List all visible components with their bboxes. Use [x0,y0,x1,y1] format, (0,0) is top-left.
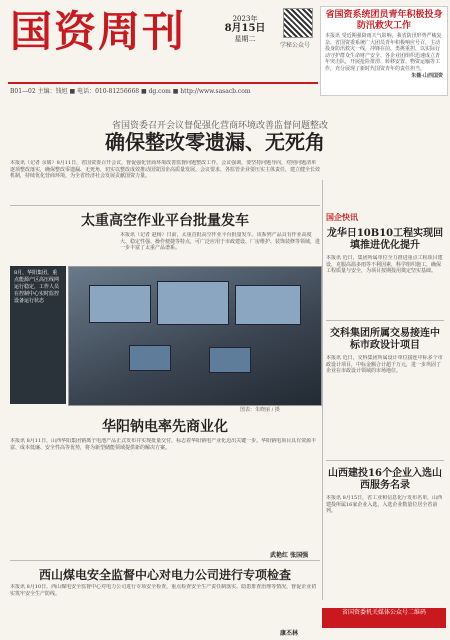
sidebar-item-2-body: 本报讯 近日，交科集团所属设计单位接连中标多个市政设计项目，中标金额合计超千万元，进一步巩固了企业在市政设计领域的市场地位。 [326,355,443,375]
masthead-logo: 国资周刊 [10,7,187,56]
photo-caption: 图表：朱晓丽 / 摄 [240,407,280,413]
qr-code-icon [283,8,313,38]
lead-kicker: 省国资委召开会议督促强化营商环境改善监督问题整改 [111,121,328,131]
top-right-body: 本报讯 受近期强降雨天气影响，我省防汛形势严峻复杂。省国资委系统广大团员青年积极响应号召，主动投身防汛救灾一线，冲锋在前、勇挑重担，以实际行动守护群众生命财产安全。各企业团组织迅速成立青年突击队，开展抢险排涝、转移安置、物资运输等工作，充分展现了新时代国资青年的责任担当。 [325,33,442,72]
divider [10,560,320,561]
qr-label: 学秘公众号 [280,42,311,49]
control-room-photo [68,266,322,406]
masthead-rule [8,82,318,84]
sidebar-footer: 省国资委机关媒体公众号二维码 [322,608,446,628]
story4-source: 康丕林 [280,630,299,637]
lead-body: 本报讯（记者 余婧）8月11日，省国资委召开会议，督促强化营商环境改善监督问题整改工作。会议强调，要坚持问题导向，对照问题清单逐项整改落实，确保整改零遗漏、无死角，切实以整改成效推动国资国企高质量发展。会议要求，各监管企业要压实主体责任，建立健全长效机制，持续优化营商环境，为全省经济社会发展贡献国资力量。 [10,160,320,180]
photo-note-box [10,266,66,404]
lead-headline: 确保整改零遗漏、无死角 [105,130,325,154]
info-line: B01—02 主编：钱旭 ■ 电话：010-81256668 ■ dg.com ■ http://www.sasacb.com [10,88,251,95]
divider [10,205,320,206]
top-right-story [320,6,448,96]
sidebar-item-3-title: 山西建投16个企业入选山西服务名录 [328,468,442,491]
sidebar-tag: 国企快讯 [326,212,358,222]
sidebar-item-1-body: 本报讯 近日，集团所属单位全力推进重点工程项目建设，克服高温多雨等不利因素，科学组织施工，确保工程质量与安全，为项目按期投用奠定坚实基础。 [326,255,443,275]
story3-body: 本报讯 8月11日，山西华阳集团钠离子电池产品正式发布并实现批量交付，标志着华阳钠电产业化迈出关键一步。华阳钠电项目具有资源丰富、成本低廉、安全性高等优势，将为新型储能领域提供新的解决方案。 [10,438,317,451]
column-divider [322,180,323,600]
story4-title: 西山煤电安全监督中心对电力公司进行专项检查 [38,568,291,582]
year: 2023年 [232,15,258,23]
story2-title: 太重高空作业平台批量发车 [81,213,249,229]
story3-title: 华阳钠电率先商业化 [102,419,228,435]
sidebar-item-2-title: 交科集团所属交易接连中标市政设计项目 [330,328,440,351]
divider [326,320,444,321]
top-right-source: 朱薇·山西国资 [411,72,443,79]
top-right-title: 省国资系统团员青年积极投身防汛救灾工作 [325,10,443,31]
story4-body: 本报讯 8月10日，西山煤电安全监督中心对电力公司进行专项安全检查，重点检查安全生产责任制落实、隐患排查治理等情况，督促企业切实筑牢安全生产防线。 [10,584,317,597]
divider [326,460,444,461]
story3-source: 武艳红 张国强 [270,552,309,559]
story2-body: 本报讯（记者 赵杨）日前，太重首批高空作业平台批量发车。该系列产品具有作业高度大、稳定性强、操作便捷等特点，可广泛应用于市政建设、厂房维护、装饰装修等领域，进一步丰富了太重产品谱系。 [120,232,320,252]
sidebar-item-1-title: 龙华日10B10工程实现回填推进优化提升 [326,228,444,251]
day: 8月15日 [224,23,266,34]
masthead-date [215,14,275,44]
weekday: 星期二 [234,35,256,43]
photo-note: 8月，华阳集团，重点能源产区高压线网运行稳定，工作人员在控制中心实时监控设备运行状态 [14,270,60,304]
sidebar-item-3-body: 本报讯 8月15日，省工业和信息化厅发布名单，山西建投所属16家企业入选，入选企业数量位居全省前列。 [326,495,443,515]
